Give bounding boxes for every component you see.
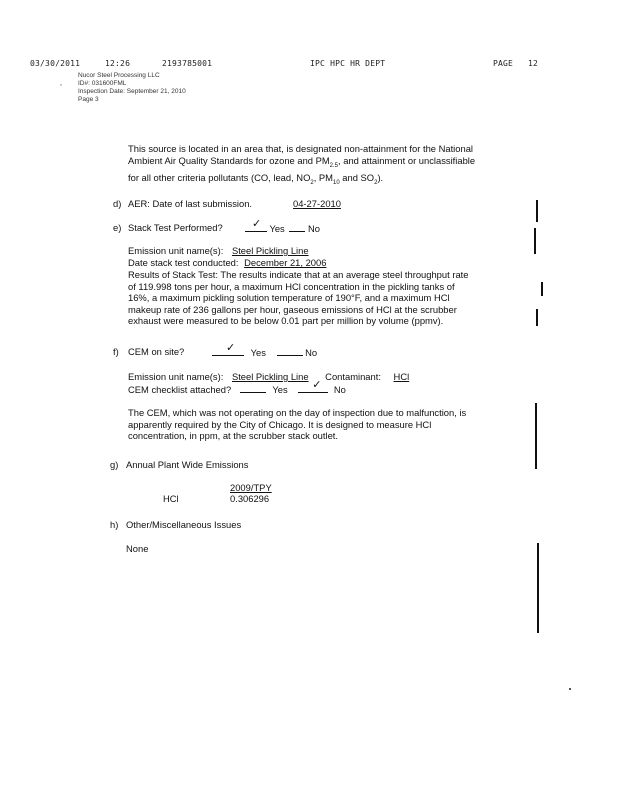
item-f-yes: Yes [250, 347, 266, 358]
item-e-label: e) [113, 222, 122, 233]
item-g-title: Annual Plant Wide Emissions [126, 459, 249, 470]
emissions-row-value: 0.306296 [230, 493, 270, 504]
item-f-note [128, 407, 466, 442]
item-e-yes: Yes [269, 223, 285, 234]
margin-change-bar [537, 543, 539, 633]
item-h-label: h) [110, 519, 119, 530]
item-f-unit-value: Steel Pickling Line [231, 371, 309, 382]
fax-time: 12:26 [105, 59, 131, 68]
emissions-table-header: 2009/TPY [230, 482, 272, 493]
item-h-value: None [126, 543, 149, 554]
margin-change-bar [541, 282, 543, 296]
item-f-checklist-yes: Yes [272, 384, 288, 395]
item-f-checklist-check-mark: ✓ [312, 379, 322, 391]
item-e-date [128, 257, 326, 269]
emissions-row-label: HCl [163, 493, 179, 504]
item-e-date-value: December 21, 2006 [244, 257, 327, 268]
item-f-checklist-no: No [333, 384, 346, 395]
item-d-text: AER: Date of last submission. [128, 198, 253, 209]
item-e-check-mark: ✓ [252, 218, 262, 230]
attainment-line-3: for all other criteria pollutants (CO, lead, $NO_2$, $PM_{10}$ and $SO_2$). [128, 171, 384, 186]
doc-header-id: ID#: 031600FML [78, 80, 127, 87]
margin-change-bar [536, 200, 538, 222]
fax-page-label: PAGE [493, 59, 514, 68]
fax-number: 2193785001 [162, 59, 213, 68]
item-f-note-line: The CEM, which was not operating on the day of inspection due to malfunction, is [128, 407, 467, 418]
item-e-no: No [307, 223, 320, 234]
item-f-contaminant-label: Contaminant: [325, 371, 381, 382]
attainment-paragraph [128, 143, 475, 189]
doc-header-inspection-date: Inspection Date: September 21, 2010 [78, 88, 186, 95]
item-f-no: No [305, 347, 318, 358]
margin-change-bar [534, 228, 536, 254]
fax-page-number: 12 [528, 59, 539, 68]
item-f-label: f) [113, 346, 119, 357]
attainment-line-1: This source is located in an area that, is designated non-attainment for the National [128, 143, 473, 154]
item-f-unit [128, 371, 409, 383]
item-h-title: Other/Miscellaneous Issues [126, 519, 242, 530]
item-e-unit-label: Emission unit name(s): [128, 245, 224, 256]
fax-date: 03/30/2011 [30, 59, 81, 68]
item-e-results-line: makeup rate of 236 gallons per hour, gaseous emissions of HCl at the scrubber [128, 303, 457, 315]
item-e-results-line: of 119.998 tons per hour, a maximum HCl concentration in the pickling tanks of [128, 280, 455, 292]
item-f-question: CEM on site? [128, 346, 185, 357]
item-f-checklist-label: CEM checklist attached? [128, 384, 232, 395]
margin-change-bar [536, 309, 538, 326]
margin-change-bar [535, 403, 537, 469]
item-e-results-line: 16%, a maximum pickling solution temperature of 190°F, and a maximum HCl [128, 292, 450, 303]
item-e-results-line: Results of Stack Test: The results indicate that at an average steel throughput rate [128, 269, 469, 280]
item-e-results [128, 269, 468, 327]
item-e-date-label: Date stack test conducted: [128, 257, 239, 268]
doc-header-company: Nucor Steel Processing LLC [78, 72, 160, 79]
item-f-note-line: concentration, in ppm, at the scrubber stack outlet. [128, 430, 339, 441]
doc-header-page: Page 3 [78, 96, 99, 103]
item-e-question: Stack Test Performed? [128, 222, 223, 233]
speck [569, 688, 571, 690]
stray-mark: , [60, 80, 62, 87]
item-f-check-mark: ✓ [226, 342, 236, 354]
item-e-results-line: exhaust were measured to be below 0.01 part per million by volume (ppmv). [128, 315, 444, 326]
item-e-unit-value: Steel Pickling Line [231, 245, 309, 256]
item-g-label: g) [110, 459, 119, 470]
item-e-yes-blank [245, 218, 320, 235]
attainment-line-2: Ambient Air Quality Standards for ozone and $PM_{2.5}$, and attainment or unclassifiable [128, 154, 476, 169]
item-f-checklist [128, 379, 346, 396]
item-f-contaminant-value: HCl [393, 371, 410, 382]
item-d-date: 04-27-2010 [293, 198, 341, 209]
fax-dept: IPC HPC HR DEPT [310, 59, 386, 68]
item-f-unit-label: Emission unit name(s): [128, 371, 224, 382]
item-d-label: d) [113, 198, 122, 209]
item-f-note-line: apparently required by the City of Chicago. It is designed to measure HCl [128, 418, 432, 430]
item-f-yes-blank [212, 342, 318, 359]
item-e-unit [128, 245, 309, 257]
